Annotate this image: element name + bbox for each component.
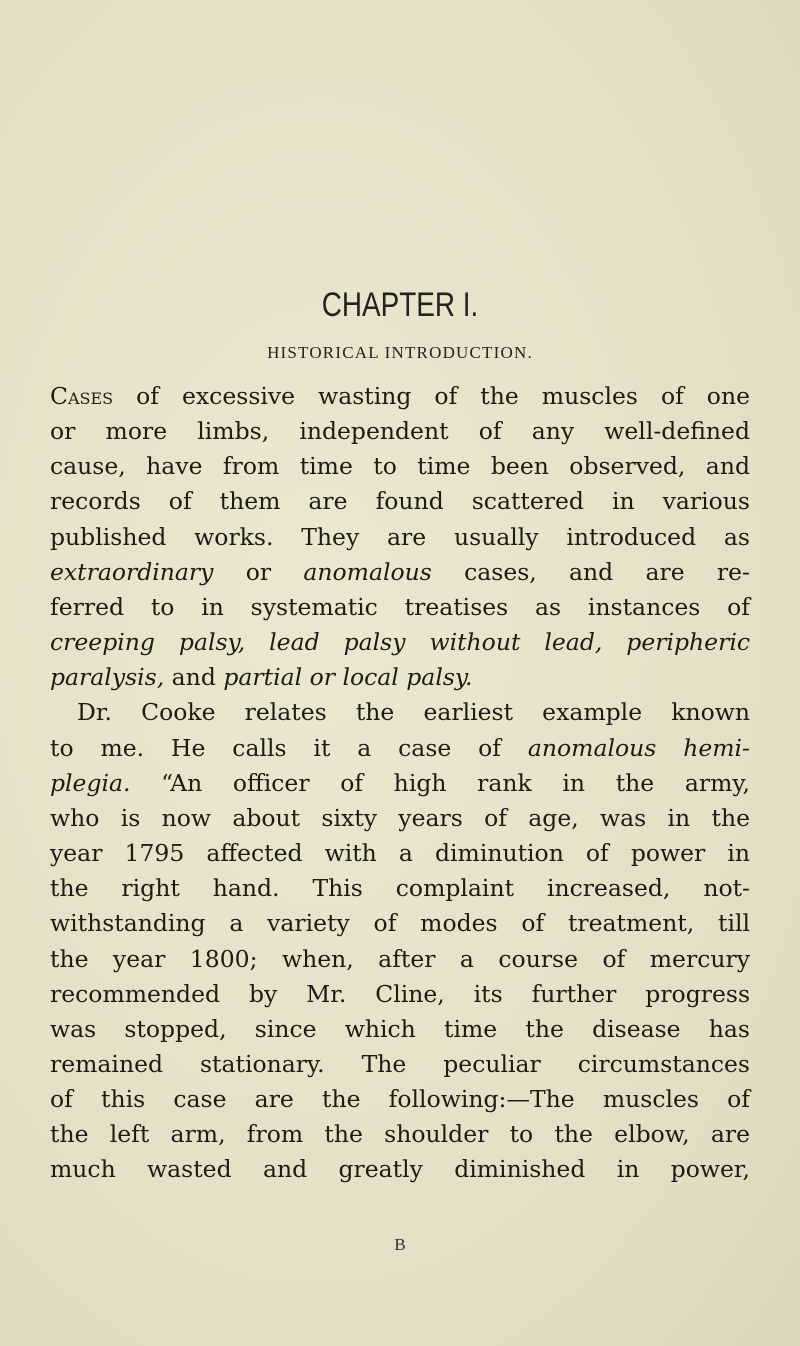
text-line: Dr. Cooke relates the earliest example known <box>77 698 750 727</box>
chapter-title: CHAPTER I. <box>321 286 479 324</box>
body-text <box>50 379 750 1188</box>
text-segment: or <box>213 557 304 586</box>
text-line: the left arm, from the shoulder to the elbow, are <box>50 1120 750 1149</box>
italic-segment: partial or local palsy. <box>223 663 473 692</box>
text-segment: “An officer of high rank in the army, <box>130 768 750 797</box>
italic-segment: extraordinary <box>50 557 214 586</box>
text-line: records of them are found scattered in various <box>50 487 750 516</box>
text-line: much wasted and greatly diminished in power, <box>50 1155 750 1184</box>
italic-segment: anomalous <box>303 557 432 586</box>
text-line <box>50 660 750 695</box>
text-line: ferred to in systematic treatises as instances of <box>50 592 750 621</box>
text-line: of this case are the following:—The muscles of <box>50 1085 750 1114</box>
text-line <box>50 379 750 414</box>
text-line: published works. They are usually introduced as <box>50 522 750 551</box>
text-segment: of excessive wasting of the muscles of one <box>113 382 750 410</box>
text-line: was stopped, since which time the disease has <box>50 1014 750 1043</box>
text-line <box>50 731 750 766</box>
text-line <box>50 625 750 660</box>
italic-segment: anomalous hemi- <box>527 733 750 762</box>
text-line: recommended by Mr. Cline, its further progress <box>50 979 750 1008</box>
text-line: who is now about sixty years of age, was in the <box>50 803 750 832</box>
text-line: the year 1800; when, after a course of mercury <box>50 944 750 973</box>
smallcaps-word: Cases <box>50 382 114 410</box>
italic-segment: paralysis, <box>50 663 165 692</box>
text-segment: cases, and are re- <box>431 557 750 586</box>
text-line: the right hand. This complaint increased, not- <box>50 874 750 903</box>
text-line: or more limbs, independent of any well-defined <box>50 417 750 446</box>
text-line: year 1795 affected with a diminution of power in <box>50 839 750 868</box>
text-line: cause, have from time to time been observed, and <box>50 452 750 481</box>
text-line: withstanding a variety of modes of treatment, till <box>50 909 750 938</box>
italic-segment: creeping palsy, lead palsy without lead, peripheric <box>50 628 750 657</box>
text-line <box>50 766 750 801</box>
text-segment: to me. He calls it a case of <box>50 733 528 762</box>
printer-signature-mark: B <box>394 1235 406 1254</box>
text-segment: and <box>164 663 224 692</box>
text-line <box>50 555 750 590</box>
italic-segment: plegia. <box>50 768 131 797</box>
section-title: HISTORICAL INTRODUCTION. <box>267 343 533 362</box>
text-line: remained stationary. The peculiar circumstances <box>50 1049 750 1078</box>
